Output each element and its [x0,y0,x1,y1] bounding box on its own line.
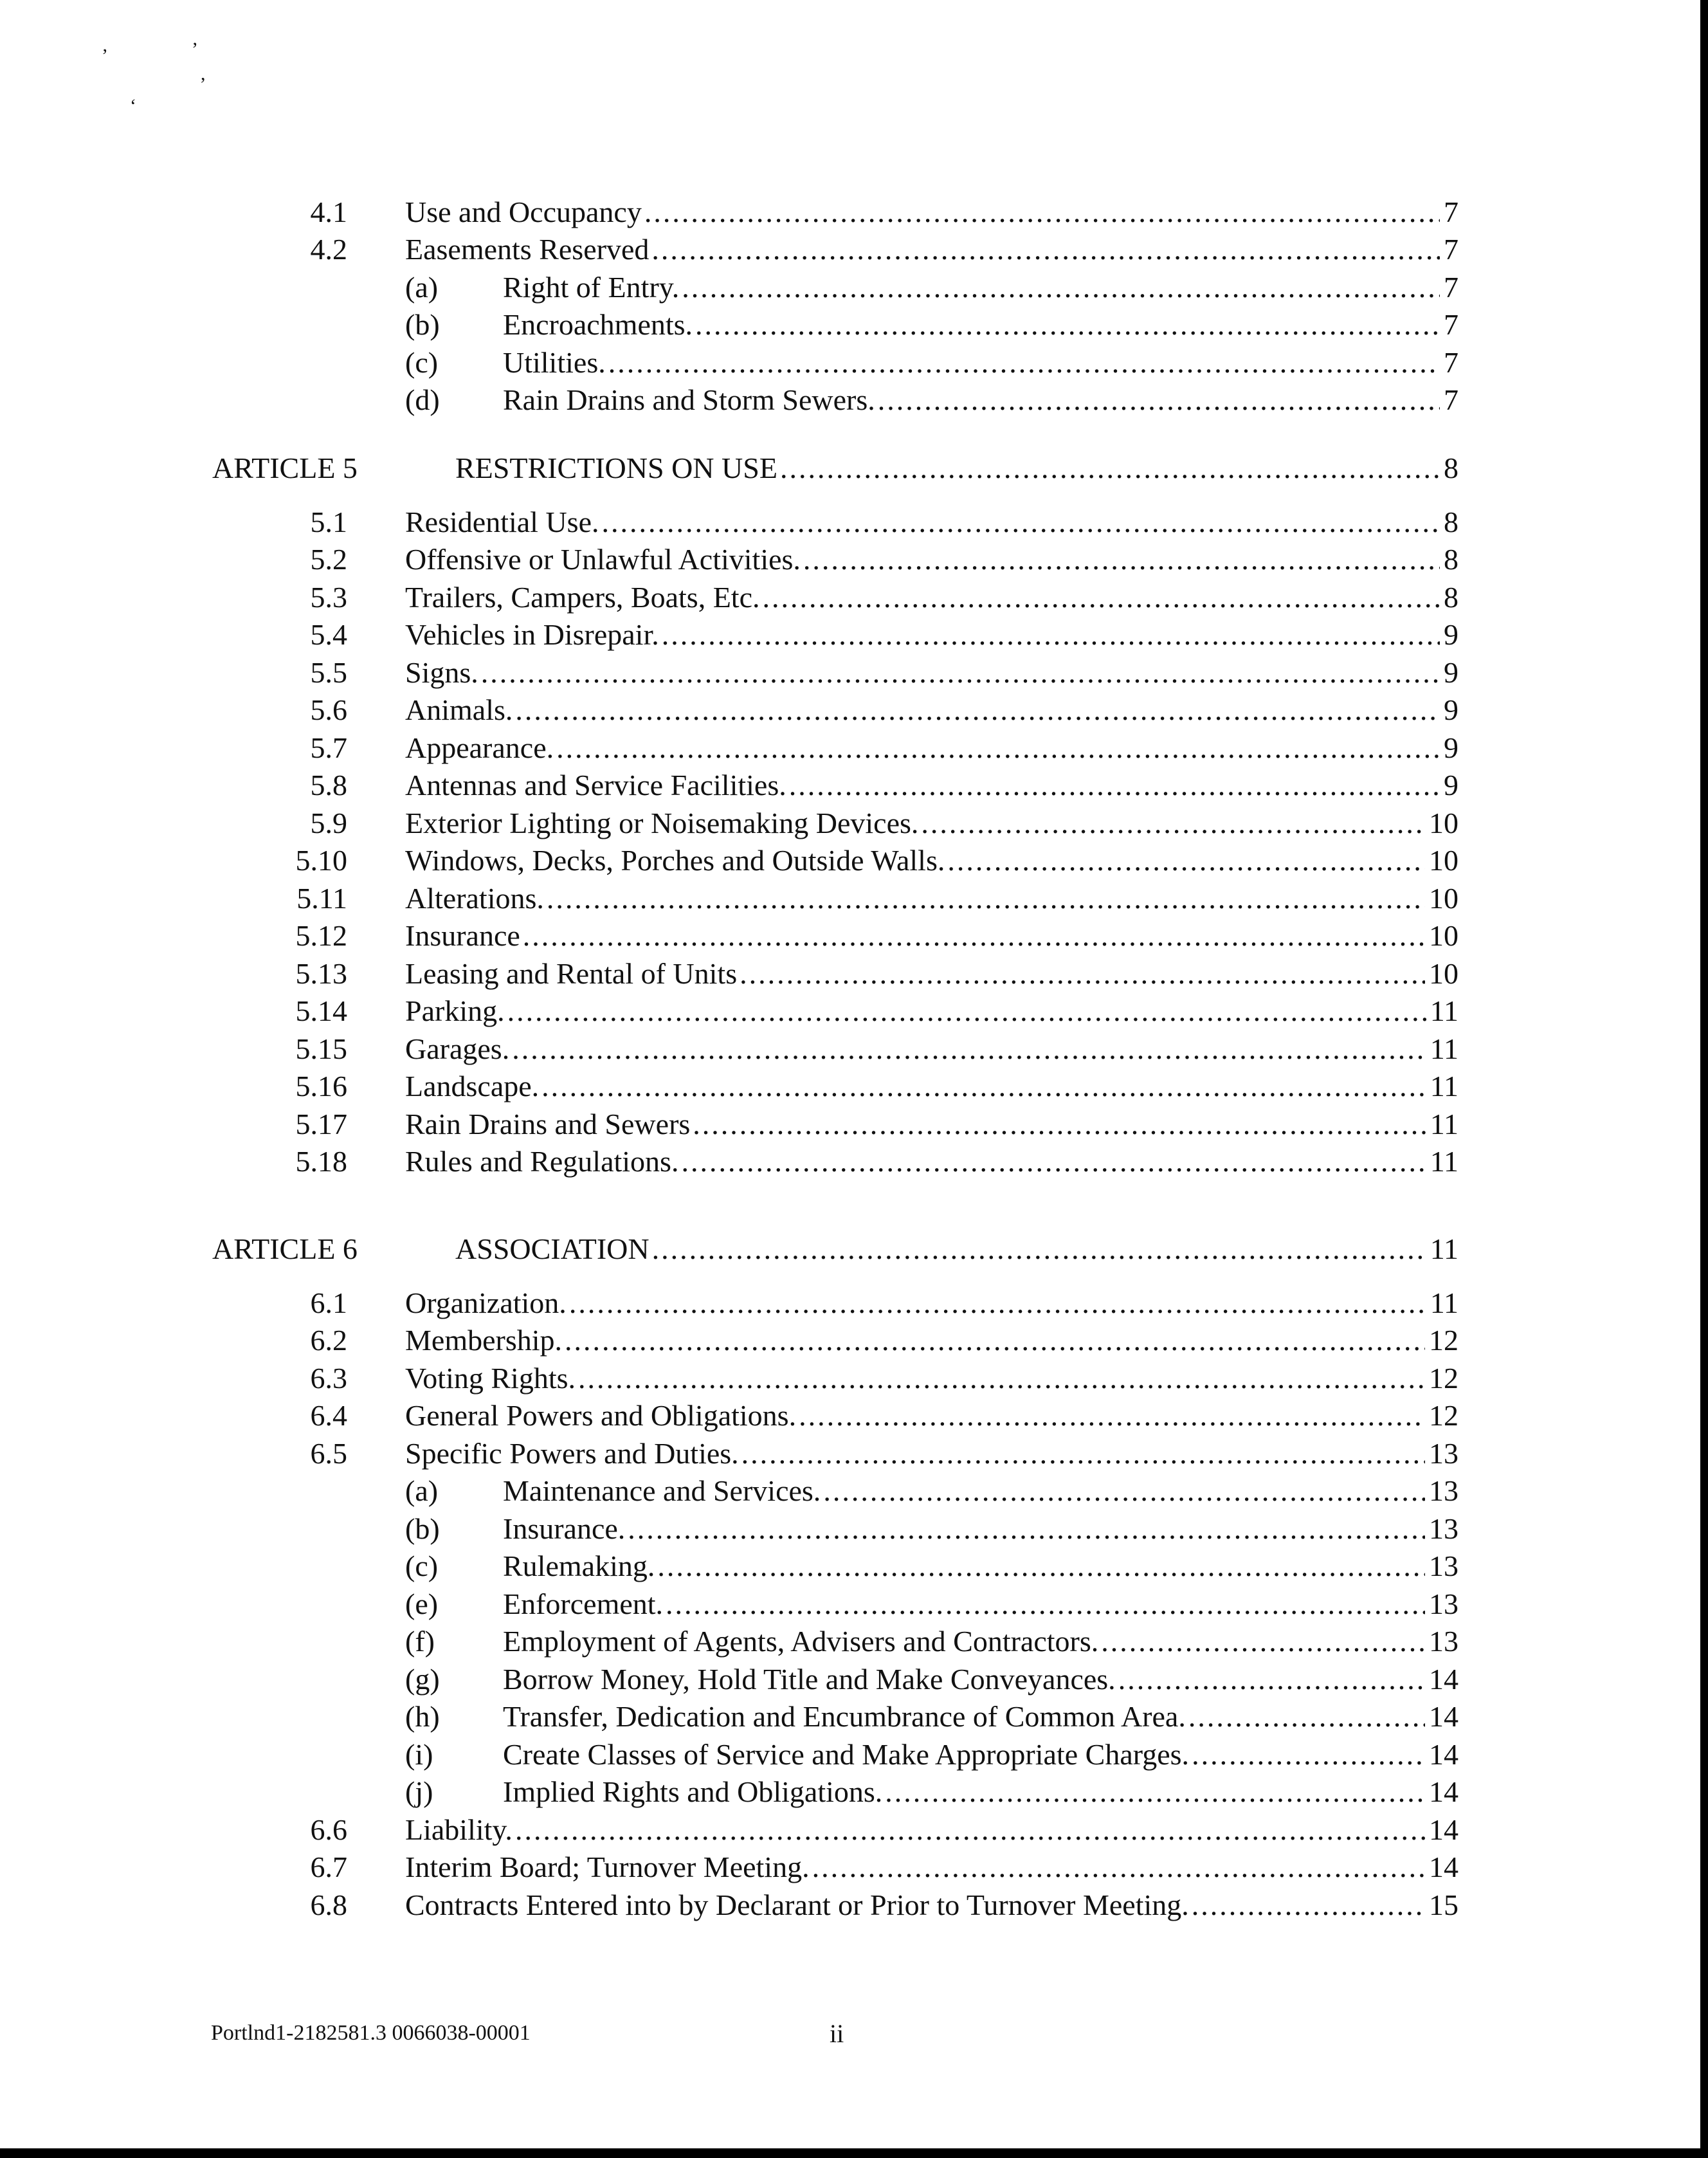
toc-entry-number: 5.18 [295,1145,347,1178]
toc-subsection-row [0,1737,1700,1773]
toc-entry-number: (c) [405,1550,439,1582]
toc-entry-title: Insurance [405,919,520,952]
toc-subsection-row [0,1774,1700,1810]
toc-entry-number: (c) [405,346,439,379]
toc-entry-page: 14 [1429,1738,1458,1771]
scan-speck: ’ [192,39,198,60]
toc-entry-title: Windows, Decks, Porches and Outside Walls. [405,844,945,877]
toc-entry-title: Exterior Lighting or Noisemaking Devices. [405,807,919,839]
toc-entry-title: Maintenance and Services. [503,1474,821,1507]
toc-entry-title: Use and Occupancy [405,196,642,228]
toc-entry-title: Borrow Money, Hold Title and Make Conveyances. [503,1663,1116,1696]
toc-section-row [0,692,1700,728]
toc-entry-page: 13 [1429,1625,1458,1658]
toc-entry-number: 5.7 [310,731,347,764]
document-id-footer: Portlnd1-2182581.3 0066038-00001 [211,2021,531,2045]
dot-leader [921,805,1425,841]
dot-leader [885,1774,1425,1810]
dot-leader [1192,1887,1425,1923]
toc-entry-title: Antennas and Service Facilities. [405,769,786,801]
toc-entry-page: 14 [1429,1775,1458,1808]
toc-entry-title: Implied Rights and Obligations. [503,1775,883,1808]
toc-entry-number: 5.16 [295,1070,347,1102]
toc-entry-page: 11 [1430,1145,1458,1178]
dot-leader [763,580,1440,616]
dot-leader [666,1586,1425,1622]
toc-entry-title: Rain Drains and Sewers [405,1108,691,1140]
dot-leader [799,1398,1425,1434]
dot-leader [651,232,1440,268]
toc-subsection-row [0,1511,1700,1547]
toc-entry-page: 7 [1444,271,1458,304]
toc-entry-title: Garages. [405,1032,510,1065]
toc-entry-page: 11 [1430,1286,1458,1319]
toc-entry-title: Leasing and Rental of Units [405,957,738,990]
toc-entry-page: 13 [1429,1587,1458,1620]
toc-entry-page: 8 [1444,452,1458,484]
toc-entry-title: Alterations. [405,882,544,915]
toc-section-row [0,232,1700,268]
dot-leader [541,1068,1426,1104]
toc-entry-number: 5.9 [310,807,347,839]
dot-leader [1188,1699,1425,1735]
toc-entry-number: 6.8 [310,1888,347,1921]
toc-entry-title: Animals. [405,693,513,726]
toc-section-row [0,767,1700,803]
toc-entry-number: 5.13 [295,957,347,990]
toc-entry-number: 5.8 [310,769,347,801]
dot-leader [523,918,1425,954]
toc-entry-title: Residential Use. [405,506,599,538]
toc-entry-title: Signs. [405,656,478,689]
toc-entry-page: 10 [1429,882,1458,915]
toc-entry-title: Voting Rights. [405,1362,576,1394]
toc-subsection-row [0,270,1700,306]
dot-leader [789,767,1440,803]
dot-leader [644,194,1440,230]
toc-entry-page: 11 [1430,1032,1458,1065]
toc-entry-page: 8 [1444,543,1458,576]
toc-entry-page: 10 [1429,957,1458,990]
dot-leader [515,1812,1425,1848]
toc-entry-title: Utilities. [503,346,606,379]
scan-speck: ‘ [130,95,136,116]
dot-leader [740,956,1425,992]
toc-entry-number: 6.5 [310,1437,347,1470]
dot-leader [556,730,1440,766]
dot-leader [565,1322,1425,1358]
toc-entry-number: 4.2 [310,233,347,266]
toc-section-row [0,730,1700,766]
toc-section-row [0,1887,1700,1923]
toc-article-row [0,450,1700,486]
toc-entry-page: 7 [1444,346,1458,379]
toc-entry-page: 12 [1429,1399,1458,1432]
toc-entry-page: 13 [1429,1437,1458,1470]
toc-entry-number: 5.10 [295,844,347,877]
toc-entry-title: Create Classes of Service and Make Appropriate Charges. [503,1738,1190,1771]
toc-entry-number: 5.6 [310,693,347,726]
toc-section-row [0,617,1700,653]
toc-section-row [0,881,1700,917]
toc-entry-page: 8 [1444,506,1458,538]
toc-entry-page: 14 [1429,1663,1458,1696]
toc-entry-number: (b) [405,1512,440,1545]
toc-subsection-row [0,307,1700,343]
dot-leader [693,1106,1426,1142]
toc-entry-number: 5.4 [310,618,347,651]
toc-subsection-row [0,382,1700,418]
toc-entry-page: 14 [1429,1700,1458,1733]
toc-entry-title: Rulemaking. [503,1550,655,1582]
toc-section-row [0,1436,1700,1472]
dot-leader [569,1285,1426,1321]
toc-entry-title: Appearance. [405,731,554,764]
dot-leader [1192,1737,1425,1773]
toc-entry-title: Membership. [405,1324,563,1357]
toc-section-row [0,1322,1700,1358]
dot-leader [608,345,1440,381]
toc-entry-page: 15 [1429,1888,1458,1921]
toc-entry-page: 14 [1429,1813,1458,1846]
dot-leader [602,504,1440,540]
toc-entry-title: Parking. [405,994,505,1027]
toc-entry-page: 12 [1429,1324,1458,1357]
toc-entry-number: (g) [405,1663,440,1696]
toc-section-row [0,843,1700,879]
toc-entry-page: 7 [1444,196,1458,228]
toc-entry-number: 6.6 [310,1813,347,1846]
toc-entry-number: (a) [405,271,439,304]
toc-section-row [0,805,1700,841]
toc-entry-number: 6.7 [310,1851,347,1883]
toc-entry-title: Interim Board; Turnover Meeting. [405,1851,810,1883]
toc-section-row [0,504,1700,540]
toc-entry-title: Transfer, Dedication and Encumbrance of Common Area. [503,1700,1186,1733]
dot-leader [812,1849,1425,1885]
toc-section-row [0,655,1700,691]
toc-entry-page: 10 [1429,807,1458,839]
toc-entry-number: 5.14 [295,994,347,1027]
scan-speck: ’ [102,45,108,66]
toc-subsection-row [0,1699,1700,1735]
toc-entry-title: Contracts Entered into by Declarant or Prior to Turnover Meeting. [405,1888,1189,1921]
toc-entry-page: 14 [1429,1851,1458,1883]
toc-section-row [0,1849,1700,1885]
toc-section-row [0,993,1700,1029]
toc-entry-number: (j) [405,1775,433,1808]
toc-section-row [0,1068,1700,1104]
dot-leader [628,1511,1425,1547]
toc-entry-page: 9 [1444,731,1458,764]
dot-leader [780,450,1440,486]
toc-entry-number: (a) [405,1474,439,1507]
toc-entry-page: 11 [1430,1108,1458,1140]
toc-entry-page: 13 [1429,1474,1458,1507]
toc-entry-title: Rules and Regulations. [405,1145,679,1178]
toc-entry-number: ARTICLE 5 [212,452,358,484]
toc-section-row [0,542,1700,578]
toc-entry-number: (f) [405,1625,435,1658]
toc-entry-page: 13 [1429,1512,1458,1545]
toc-entry-title: Liability. [405,1813,513,1846]
dot-leader [657,1548,1425,1584]
toc-entry-number: 6.3 [310,1362,347,1394]
toc-entry-page: 9 [1444,618,1458,651]
toc-entry-page: 9 [1444,769,1458,801]
dot-leader [741,1436,1425,1472]
dot-leader [682,270,1440,306]
toc-entry-title: Employment of Agents, Advisers and Contractors. [503,1625,1099,1658]
toc-entry-title: ASSOCIATION [455,1232,650,1265]
toc-subsection-row [0,1548,1700,1584]
toc-entry-number: (b) [405,308,440,341]
toc-entry-page: 10 [1429,844,1458,877]
toc-entry-number: (d) [405,383,440,416]
toc-entry-number: (i) [405,1738,433,1771]
dot-leader [547,881,1425,917]
toc-entry-number: ARTICLE 6 [212,1232,358,1265]
toc-entry-page: 11 [1430,994,1458,1027]
dot-leader [662,617,1440,653]
toc-section-row [0,1812,1700,1848]
dot-leader [947,843,1425,879]
toc-entry-page: 8 [1444,581,1458,614]
toc-entry-title: Rain Drains and Storm Sewers. [503,383,875,416]
toc-subsection-row [0,345,1700,381]
toc-entry-page: 10 [1429,919,1458,952]
dot-leader [878,382,1440,418]
dot-leader [681,1144,1426,1180]
toc-entry-title: Right of Entry. [503,271,680,304]
toc-section-row [0,580,1700,616]
toc-entry-number: 6.4 [310,1399,347,1432]
toc-entry-number: 5.11 [296,882,347,915]
dot-leader [481,655,1440,691]
dot-leader [695,307,1440,343]
toc-subsection-row [0,1661,1700,1697]
dot-leader [515,692,1440,728]
toc-entry-title: General Powers and Obligations. [405,1399,797,1432]
toc-entry-title: Landscape. [405,1070,540,1102]
toc-entry-title: Offensive or Unlawful Activities. [405,543,801,576]
toc-section-row [0,1106,1700,1142]
toc-entry-title: RESTRICTIONS ON USE [455,452,777,484]
toc-entry-number: (h) [405,1700,440,1733]
toc-subsection-row [0,1623,1700,1660]
toc-entry-number: 6.1 [310,1286,347,1319]
toc-entry-title: Vehicles in Disrepair. [405,618,659,651]
toc-entry-page: 7 [1444,233,1458,266]
toc-entry-number: 5.17 [295,1108,347,1140]
toc-entry-title: Enforcement. [503,1587,664,1620]
toc-subsection-row [0,1586,1700,1622]
toc-entry-page: 12 [1429,1362,1458,1394]
toc-entry-title: Insurance. [503,1512,626,1545]
toc-entry-title: Easements Reserved [405,233,650,266]
toc-section-row [0,1398,1700,1434]
toc-entry-number: 5.2 [310,543,347,576]
toc-entry-number: 5.5 [310,656,347,689]
toc-entry-number: 5.3 [310,581,347,614]
dot-leader [578,1360,1425,1396]
toc-article-row [0,1231,1700,1267]
toc-entry-number: 5.15 [295,1032,347,1065]
dot-leader [1118,1661,1425,1697]
dot-leader [512,1031,1426,1067]
page-number: ii [830,2019,844,2048]
toc-entry-title: Encroachments. [503,308,693,341]
toc-entry-number: 5.12 [295,919,347,952]
toc-entry-page: 9 [1444,693,1458,726]
toc-entry-number: 6.2 [310,1324,347,1357]
toc-section-row [0,1031,1700,1067]
toc-section-row [0,194,1700,230]
toc-subsection-row [0,1473,1700,1509]
dot-leader [1101,1623,1425,1660]
toc-entry-page: 11 [1430,1070,1458,1102]
toc-entry-title: Organization. [405,1286,567,1319]
dot-leader [652,1231,1426,1267]
toc-section-row [0,1360,1700,1396]
toc-section-row [0,1144,1700,1180]
toc-entry-page: 7 [1444,308,1458,341]
toc-section-row [0,918,1700,954]
dot-leader [823,1473,1425,1509]
toc-entry-title: Specific Powers and Duties. [405,1437,739,1470]
toc-entry-number: 5.1 [310,506,347,538]
dot-leader [803,542,1440,578]
toc-entry-number: 4.1 [310,196,347,228]
toc-entry-page: 9 [1444,656,1458,689]
toc-entry-title: Trailers, Campers, Boats, Etc. [405,581,760,614]
toc-section-row [0,1285,1700,1321]
toc-entry-number: (e) [405,1587,439,1620]
scan-speck: , [201,63,206,84]
dot-leader [507,993,1426,1029]
toc-entry-page: 13 [1429,1550,1458,1582]
toc-entry-page: 7 [1444,383,1458,416]
toc-section-row [0,956,1700,992]
toc-entry-page: 11 [1430,1232,1458,1265]
